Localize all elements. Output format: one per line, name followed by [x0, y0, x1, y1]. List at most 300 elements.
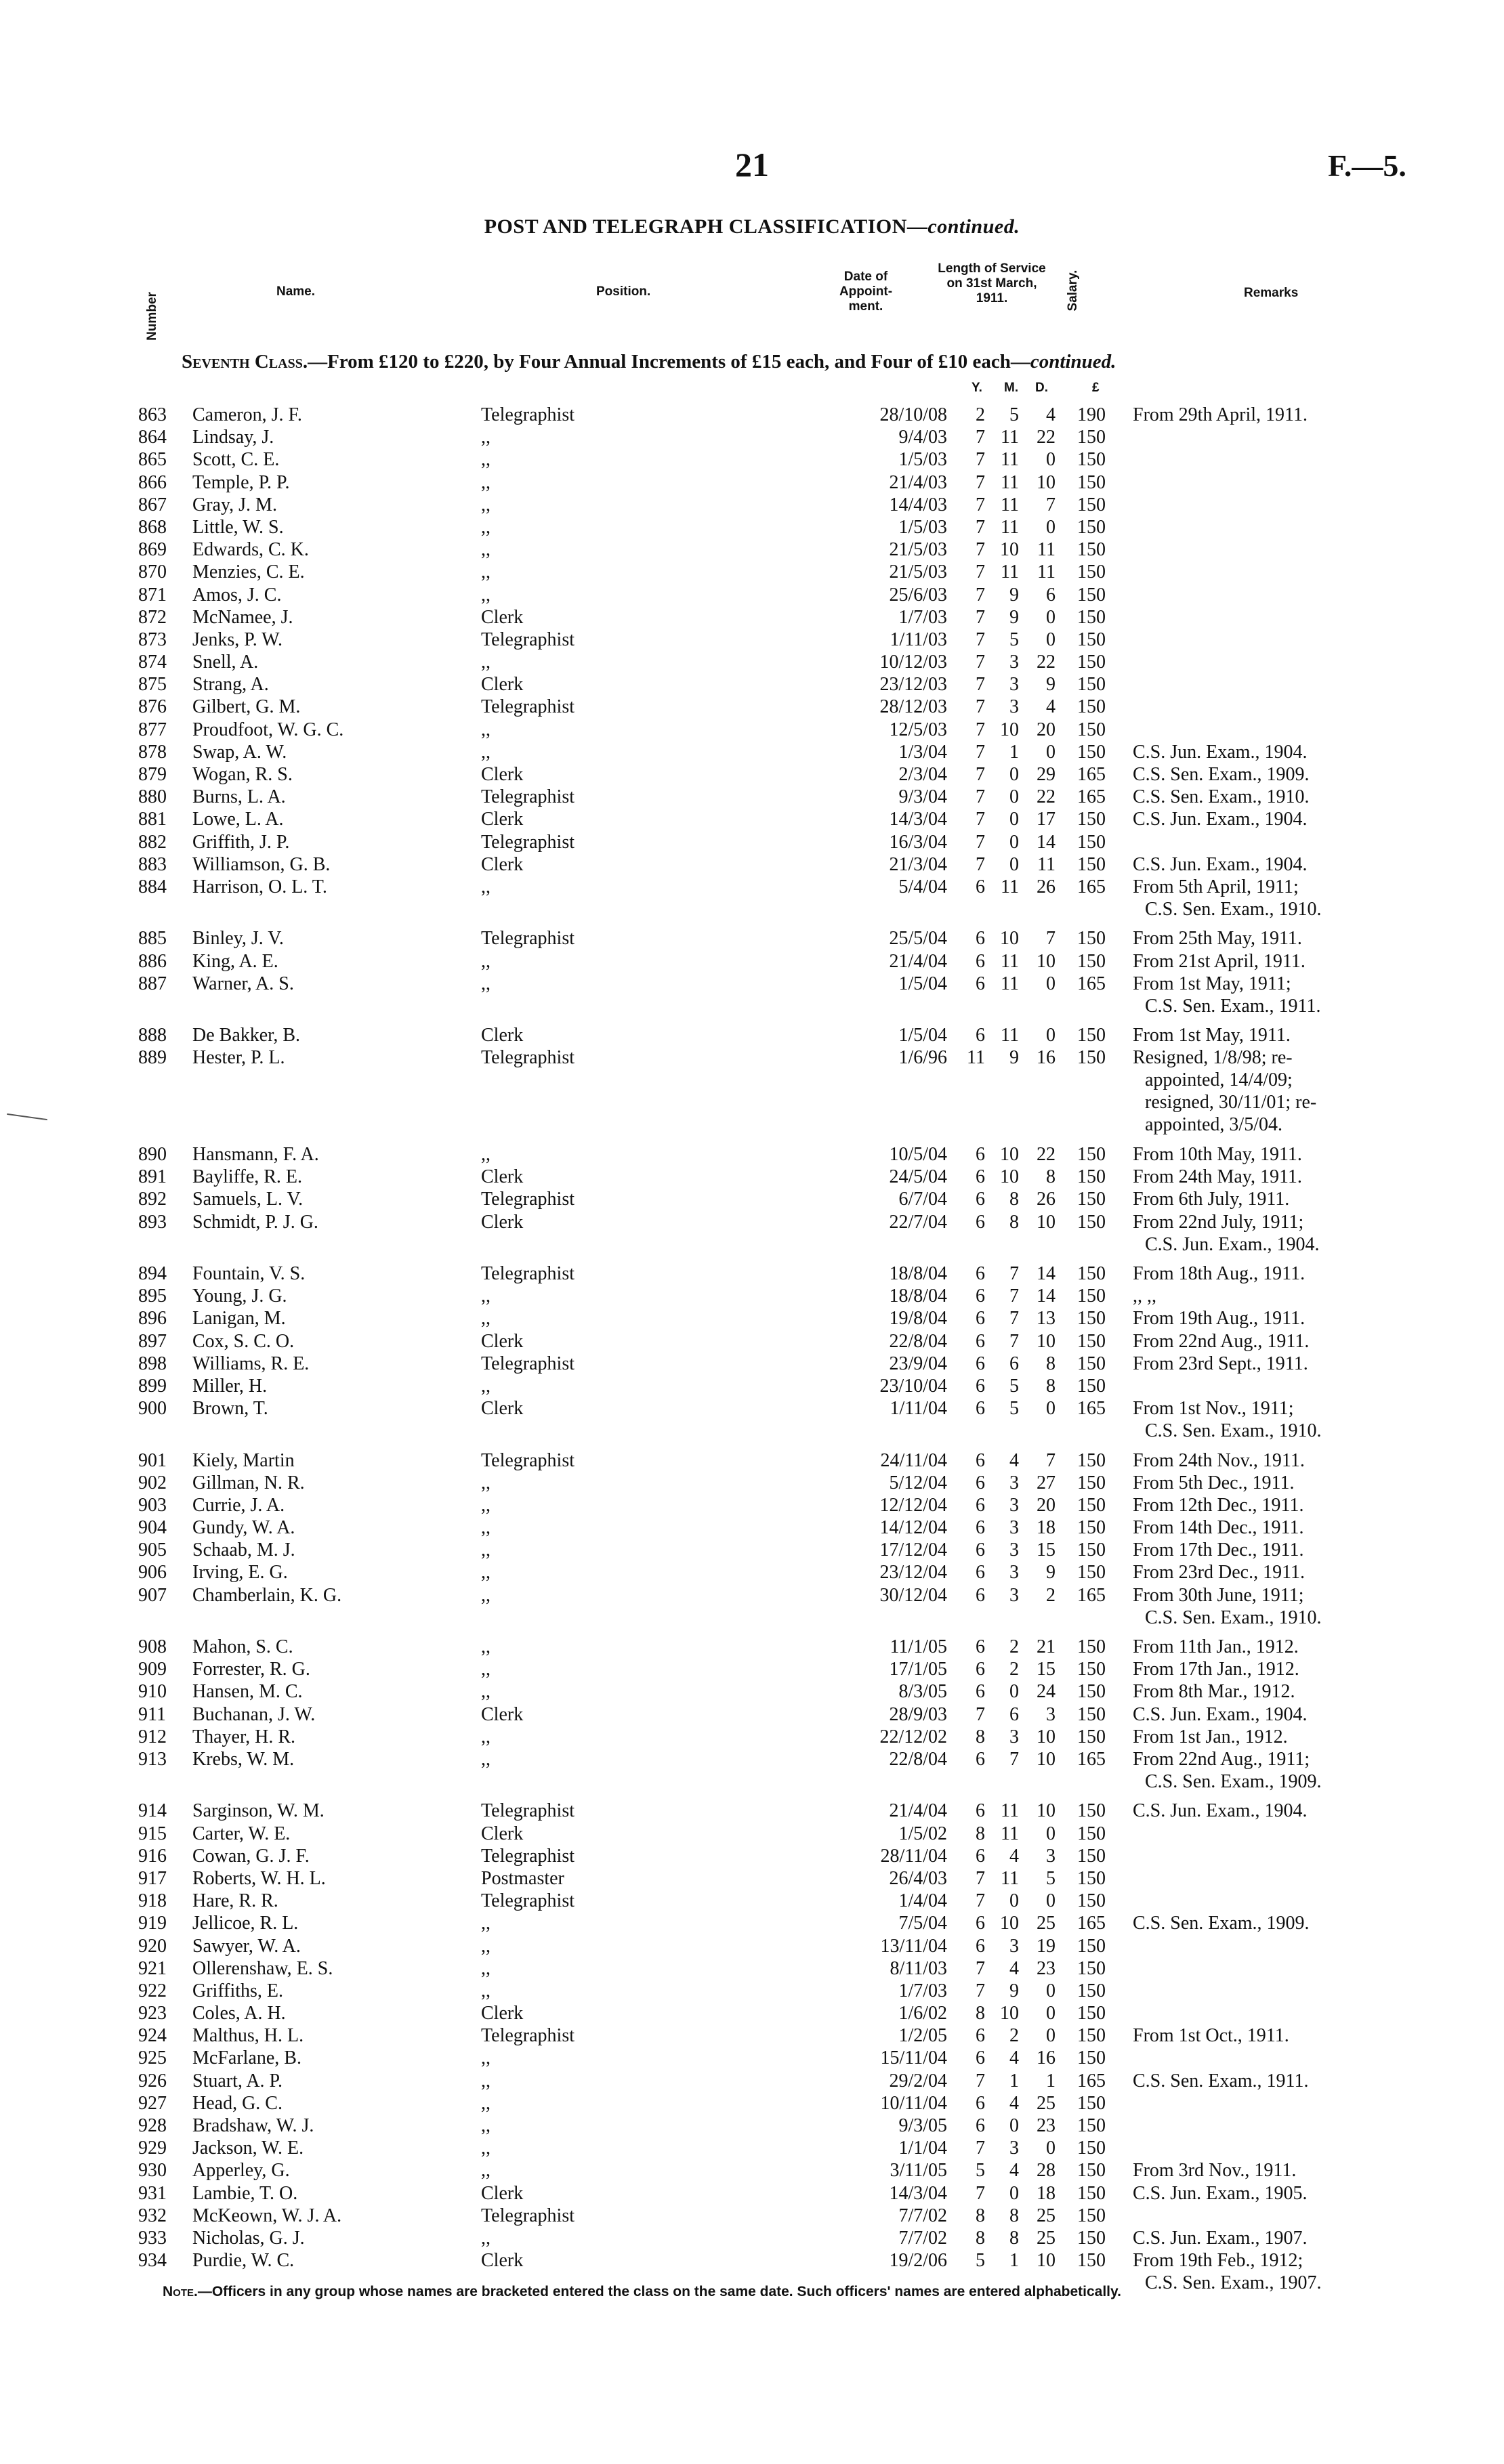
row-number: 921 [138, 1957, 167, 1979]
row-position: Clerk [481, 606, 524, 628]
row-number: 888 [138, 1025, 167, 1046]
row-days: 11 [1037, 853, 1056, 875]
row-days: 22 [1037, 427, 1056, 448]
row-remarks [1133, 1703, 1307, 1726]
remark-line: From 24th Nov., 1911. [1133, 1449, 1305, 1471]
row-days: 20 [1037, 719, 1056, 740]
row-months: 11 [1001, 427, 1019, 448]
row-remarks [1133, 1748, 1322, 1793]
row-days: 5 [1046, 1867, 1056, 1889]
table-row [0, 1980, 1504, 2002]
row-name: Burns, L. A. [192, 786, 286, 808]
row-name: Ollerenshaw, E. S. [192, 1957, 333, 1979]
row-years: 7 [976, 831, 985, 853]
row-date: 22/8/04 [889, 1330, 947, 1352]
row-name: McFarlane, B. [192, 2047, 301, 2069]
row-date: 17/1/05 [889, 1659, 947, 1680]
row-days: 10 [1037, 1726, 1056, 1747]
row-name: Griffiths, E. [192, 1980, 284, 2001]
row-salary: 150 [1077, 2182, 1106, 2204]
row-position: Clerk [481, 1703, 524, 1725]
table-row [0, 2159, 1504, 2182]
row-months: 3 [1009, 2138, 1019, 2159]
header-remarks: Remarks [1244, 286, 1299, 300]
row-number: 928 [138, 2115, 167, 2137]
row-number: 904 [138, 1517, 167, 1539]
row-position: ,, [481, 2070, 490, 2091]
row-date: 1/6/96 [898, 1047, 947, 1069]
row-months: 11 [1001, 471, 1019, 493]
row-position: Clerk [481, 1398, 524, 1420]
row-months: 11 [1001, 1800, 1019, 1822]
remark-line: From 5th Dec., 1911. [1133, 1472, 1295, 1493]
table-row [0, 1375, 1504, 1397]
table-row [0, 2137, 1504, 2159]
row-salary: 165 [1077, 1749, 1106, 1770]
table-row [0, 741, 1504, 763]
row-position: Telegraphist [481, 2205, 575, 2226]
row-salary: 150 [1077, 449, 1106, 471]
row-days: 13 [1037, 1308, 1056, 1330]
row-name: Strang, A. [192, 674, 269, 696]
table-row [0, 1636, 1504, 1658]
row-months: 2 [1009, 1659, 1019, 1680]
row-remarks [1133, 1024, 1291, 1046]
row-name: Coles, A. H. [192, 2003, 286, 2024]
row-position: ,, [481, 584, 490, 606]
table-row [0, 2227, 1504, 2249]
row-salary: 150 [1077, 1539, 1106, 1561]
row-name: Roberts, W. H. L. [192, 1867, 326, 1889]
row-position: ,, [481, 876, 490, 897]
row-months: 10 [1000, 1144, 1019, 1166]
header-position: Position. [596, 284, 651, 299]
row-name: Apperley, G. [192, 2160, 290, 2182]
table-row [0, 2115, 1504, 2137]
row-number: 895 [138, 1286, 167, 1307]
row-years: 6 [976, 1263, 985, 1285]
row-date: 1/3/04 [898, 741, 947, 763]
row-years: 6 [976, 1449, 985, 1471]
row-name: Head, G. C. [192, 2092, 283, 2114]
row-remarks [1133, 808, 1307, 830]
table-row [0, 1494, 1504, 1516]
row-years: 6 [976, 1749, 985, 1770]
row-years: 6 [976, 2047, 985, 2069]
row-months: 7 [1009, 1263, 1019, 1285]
row-salary: 150 [1077, 1047, 1106, 1069]
row-salary: 150 [1077, 1845, 1106, 1867]
row-date: 21/5/03 [889, 561, 947, 583]
row-years: 7 [976, 561, 985, 583]
row-salary: 165 [1077, 1913, 1106, 1934]
row-months: 4 [1009, 1957, 1019, 1979]
row-number: 894 [138, 1263, 167, 1285]
row-number: 874 [138, 652, 167, 673]
row-position: ,, [481, 1636, 490, 1658]
row-date: 1/5/03 [898, 449, 947, 471]
row-months: 11 [1001, 561, 1019, 583]
row-months: 0 [1009, 1681, 1019, 1703]
row-salary: 165 [1077, 786, 1106, 808]
row-name: Cox, S. C. O. [192, 1330, 295, 1352]
row-years: 7 [976, 674, 985, 696]
row-position: ,, [481, 561, 490, 583]
row-salary: 150 [1077, 928, 1106, 950]
remark-line: C.S. Sen. Exam., 1909. [1133, 764, 1310, 785]
row-years: 6 [976, 1211, 985, 1233]
remark-line: C.S. Jun. Exam., 1907. [1133, 2227, 1308, 2249]
table-row [0, 2205, 1504, 2227]
row-remarks [1133, 1211, 1319, 1256]
row-days: 22 [1037, 1144, 1056, 1166]
row-date: 28/9/03 [889, 1703, 947, 1725]
remark-line: ,, ,, [1133, 1286, 1156, 1307]
row-name: Gundy, W. A. [192, 1517, 295, 1539]
row-months: 0 [1009, 2115, 1019, 2137]
row-remarks [1133, 1397, 1322, 1442]
row-years: 6 [976, 1517, 985, 1539]
page-title [0, 215, 1504, 238]
row-number: 886 [138, 950, 167, 972]
row-remarks [1133, 1494, 1304, 1516]
row-number: 892 [138, 1189, 167, 1210]
table-row [0, 1330, 1504, 1353]
row-remarks [1133, 927, 1302, 950]
row-number: 879 [138, 764, 167, 785]
row-position: Postmaster [481, 1867, 564, 1889]
row-number: 918 [138, 1890, 167, 1912]
row-days: 8 [1046, 1375, 1056, 1397]
remark-line: C.S. Sen. Exam., 1910. [1145, 1607, 1322, 1628]
remark-line: From 29th April, 1911. [1133, 404, 1308, 425]
row-name: Schmidt, P. J. G. [192, 1211, 318, 1233]
row-salary: 150 [1077, 629, 1106, 650]
row-name: Irving, E. G. [192, 1562, 288, 1584]
row-years: 7 [976, 719, 985, 740]
table-row [0, 853, 1504, 876]
row-date: 23/10/04 [879, 1375, 947, 1397]
row-date: 25/6/03 [889, 584, 947, 606]
row-salary: 165 [1077, 973, 1106, 994]
row-years: 8 [976, 1823, 985, 1844]
row-number: 875 [138, 674, 167, 696]
row-position: ,, [481, 427, 490, 448]
row-number: 902 [138, 1472, 167, 1493]
row-name: Carter, W. E. [192, 1823, 291, 1844]
row-date: 18/8/04 [889, 1263, 947, 1285]
table-row [0, 2047, 1504, 2069]
title-main: POST AND TELEGRAPH CLASSIFICATION— [484, 215, 928, 238]
row-name: Lindsay, J. [192, 427, 274, 448]
row-days: 2 [1046, 1584, 1056, 1606]
row-date: 14/12/04 [879, 1517, 947, 1539]
table-row [0, 2002, 1504, 2024]
row-days: 10 [1037, 950, 1056, 972]
row-name: King, A. E. [192, 950, 278, 972]
row-date: 3/11/05 [890, 2160, 947, 2182]
row-number: 913 [138, 1749, 167, 1770]
row-months: 7 [1009, 1308, 1019, 1330]
remark-line: Resigned, 1/8/98; re- [1133, 1047, 1293, 1069]
table-row [0, 1211, 1504, 1262]
row-years: 6 [976, 1144, 985, 1166]
row-number: 883 [138, 853, 167, 875]
row-position: ,, [481, 1308, 490, 1330]
row-date: 11/1/05 [890, 1636, 947, 1658]
row-remarks [1133, 1143, 1302, 1166]
row-position: ,, [481, 2138, 490, 2159]
remark-line: C.S. Sen. Exam., 1911. [1145, 995, 1321, 1017]
row-days: 8 [1046, 1166, 1056, 1188]
row-days: 0 [1046, 2003, 1056, 2024]
row-number: 872 [138, 606, 167, 628]
row-position: ,, [481, 741, 490, 763]
row-salary: 150 [1077, 1681, 1106, 1703]
row-number: 882 [138, 831, 167, 853]
row-name: Lowe, L. A. [192, 809, 284, 830]
row-name: Currie, J. A. [192, 1494, 285, 1516]
row-date: 22/7/04 [889, 1211, 947, 1233]
row-years: 8 [976, 2227, 985, 2249]
remark-line: C.S. Jun. Exam., 1904. [1133, 809, 1308, 830]
table-row [0, 1262, 1504, 1285]
remark-line: C.S. Sen. Exam., 1909. [1133, 1913, 1310, 1934]
row-remarks [1133, 1584, 1322, 1629]
table-row [0, 808, 1504, 830]
row-salary: 150 [1077, 494, 1106, 515]
row-days: 14 [1037, 1263, 1056, 1285]
row-years: 7 [976, 652, 985, 673]
row-position: ,, [481, 1659, 490, 1680]
row-months: 4 [1009, 2160, 1019, 2182]
table-row [0, 786, 1504, 808]
table-row [0, 1584, 1504, 1636]
row-date: 1/7/03 [898, 606, 947, 628]
table-row [0, 1024, 1504, 1046]
row-salary: 150 [1077, 1659, 1106, 1680]
row-date: 9/4/03 [898, 427, 947, 448]
row-days: 9 [1046, 1562, 1056, 1584]
row-years: 6 [976, 1189, 985, 1210]
row-position: Telegraphist [481, 1890, 575, 1912]
row-number: 865 [138, 449, 167, 471]
row-number: 925 [138, 2047, 167, 2069]
row-days: 7 [1046, 1449, 1056, 1471]
row-months: 5 [1009, 1398, 1019, 1420]
remark-line: From 14th Dec., 1911. [1133, 1517, 1304, 1539]
row-position: ,, [481, 1472, 490, 1493]
row-date: 18/8/04 [889, 1286, 947, 1307]
row-years: 7 [976, 427, 985, 448]
row-date: 1/5/02 [898, 1823, 947, 1844]
row-salary: 150 [1077, 584, 1106, 606]
row-months: 3 [1009, 1584, 1019, 1606]
row-date: 17/12/04 [879, 1539, 947, 1561]
table-row [0, 2182, 1504, 2205]
row-salary: 165 [1077, 764, 1106, 785]
row-days: 24 [1037, 1681, 1056, 1703]
row-date: 14/3/04 [889, 2182, 947, 2204]
table-row [0, 1472, 1504, 1494]
row-months: 1 [1009, 2070, 1019, 2091]
row-number: 889 [138, 1047, 167, 1069]
table-row [0, 1957, 1504, 1980]
row-years: 7 [976, 741, 985, 763]
row-salary: 150 [1077, 1144, 1106, 1166]
row-salary: 150 [1077, 2227, 1106, 2249]
row-number: 877 [138, 719, 167, 740]
row-salary: 150 [1077, 2250, 1106, 2272]
row-years: 6 [976, 928, 985, 950]
row-number: 873 [138, 629, 167, 650]
remark-line: From 11th Jan., 1912. [1133, 1636, 1299, 1658]
row-number: 867 [138, 494, 167, 515]
row-number: 910 [138, 1681, 167, 1703]
row-salary: 150 [1077, 2003, 1106, 2024]
row-date: 7/5/04 [898, 1913, 947, 1934]
row-remarks [1133, 1726, 1288, 1748]
row-days: 22 [1037, 786, 1056, 808]
row-position: Telegraphist [481, 786, 575, 808]
table-row [0, 673, 1504, 696]
row-date: 23/12/03 [879, 674, 947, 696]
row-days: 1 [1046, 2070, 1056, 2091]
row-remarks [1133, 2182, 1307, 2205]
row-name: Stuart, A. P. [192, 2070, 283, 2091]
row-name: Scott, C. E. [192, 449, 280, 471]
row-salary: 150 [1077, 1211, 1106, 1233]
row-name: Griffith, J. P. [192, 831, 290, 853]
remark-line: C.S. Sen. Exam., 1911. [1133, 2070, 1309, 2091]
row-position: ,, [481, 1913, 490, 1934]
remark-line: From 25th May, 1911. [1133, 928, 1302, 950]
row-salary: 150 [1077, 606, 1106, 628]
row-years: 6 [976, 1375, 985, 1397]
remark-line: From 22nd Aug., 1911; [1133, 1749, 1310, 1770]
unit-years: Y. [972, 381, 982, 395]
row-days: 0 [1046, 1823, 1056, 1844]
row-position: ,, [481, 973, 490, 994]
table-row [0, 651, 1504, 673]
table-row [0, 1890, 1504, 1912]
row-days: 10 [1037, 2250, 1056, 2272]
row-number: 871 [138, 584, 167, 606]
row-salary: 150 [1077, 1957, 1106, 1979]
row-date: 9/3/04 [898, 786, 947, 808]
row-name: Bayliffe, R. E. [192, 1166, 303, 1188]
table-row [0, 1166, 1504, 1188]
row-position: Telegraphist [481, 2025, 575, 2047]
row-date: 13/11/04 [880, 1935, 947, 1957]
table-row [0, 1658, 1504, 1680]
row-number: 915 [138, 1823, 167, 1844]
row-position: ,, [481, 1935, 490, 1957]
row-number: 923 [138, 2003, 167, 2024]
row-remarks [1133, 1636, 1299, 1658]
row-position: ,, [481, 449, 490, 471]
row-years: 5 [976, 2160, 985, 2182]
row-salary: 150 [1077, 1823, 1106, 1844]
row-remarks [1133, 2070, 1309, 2092]
row-remarks [1133, 1912, 1310, 1934]
row-position: Telegraphist [481, 1800, 575, 1822]
row-salary: 150 [1077, 471, 1106, 493]
table-row [0, 876, 1504, 927]
row-salary: 150 [1077, 696, 1106, 718]
row-salary: 150 [1077, 561, 1106, 583]
row-date: 22/12/02 [879, 1726, 947, 1747]
row-days: 7 [1046, 928, 1056, 950]
row-months: 9 [1009, 1047, 1019, 1069]
row-days: 0 [1046, 629, 1056, 650]
row-number: 884 [138, 876, 167, 897]
row-position: Clerk [481, 2182, 524, 2204]
row-position: Clerk [481, 1330, 524, 1352]
row-months: 5 [1009, 404, 1019, 425]
row-name: Jackson, W. E. [192, 2138, 304, 2159]
row-number: 911 [138, 1703, 166, 1725]
row-remarks [1133, 950, 1305, 973]
row-position: ,, [481, 471, 490, 493]
row-number: 922 [138, 1980, 167, 2001]
row-remarks [1133, 2227, 1307, 2249]
row-position: ,, [481, 2160, 490, 2182]
class-heading [182, 351, 1116, 373]
row-date: 1/7/03 [898, 1980, 947, 2001]
row-remarks [1133, 1680, 1295, 1703]
remark-line: From 23rd Sept., 1911. [1133, 1353, 1308, 1374]
row-position: ,, [481, 2227, 490, 2249]
row-date: 1/5/03 [898, 516, 947, 538]
row-salary: 150 [1077, 1562, 1106, 1584]
row-date: 8/11/03 [890, 1957, 947, 1979]
row-remarks [1133, 2024, 1289, 2047]
row-salary: 150 [1077, 741, 1106, 763]
remark-line: From 8th Mar., 1912. [1133, 1681, 1295, 1703]
remark-line: C.S. Sen. Exam., 1909. [1145, 1771, 1322, 1792]
table-row [0, 538, 1504, 561]
row-number: 891 [138, 1166, 167, 1188]
row-months: 10 [1000, 2003, 1019, 2024]
row-name: Hansmann, F. A. [192, 1144, 319, 1166]
table-row [0, 426, 1504, 448]
unit-months: M. [1004, 381, 1019, 395]
row-days: 26 [1037, 1189, 1056, 1210]
row-position: Clerk [481, 1166, 524, 1188]
row-date: 1/4/04 [898, 1890, 947, 1912]
row-salary: 150 [1077, 2025, 1106, 2047]
remark-line: From 17th Jan., 1912. [1133, 1659, 1299, 1680]
row-name: McNamee, J. [192, 606, 293, 628]
table-row [0, 1726, 1504, 1748]
row-months: 11 [1001, 876, 1019, 897]
row-name: Menzies, C. E. [192, 561, 305, 583]
row-salary: 150 [1077, 1703, 1106, 1725]
row-number: 899 [138, 1375, 167, 1397]
row-months: 7 [1009, 1749, 1019, 1770]
row-years: 7 [976, 1703, 985, 1725]
row-months: 8 [1009, 1189, 1019, 1210]
row-years: 5 [976, 2250, 985, 2272]
table-row [0, 1307, 1504, 1330]
row-number: 885 [138, 928, 167, 950]
table-row [0, 1748, 1504, 1800]
row-years: 7 [976, 809, 985, 830]
row-months: 11 [1001, 494, 1019, 515]
row-months: 3 [1009, 1935, 1019, 1957]
row-salary: 150 [1077, 2205, 1106, 2226]
